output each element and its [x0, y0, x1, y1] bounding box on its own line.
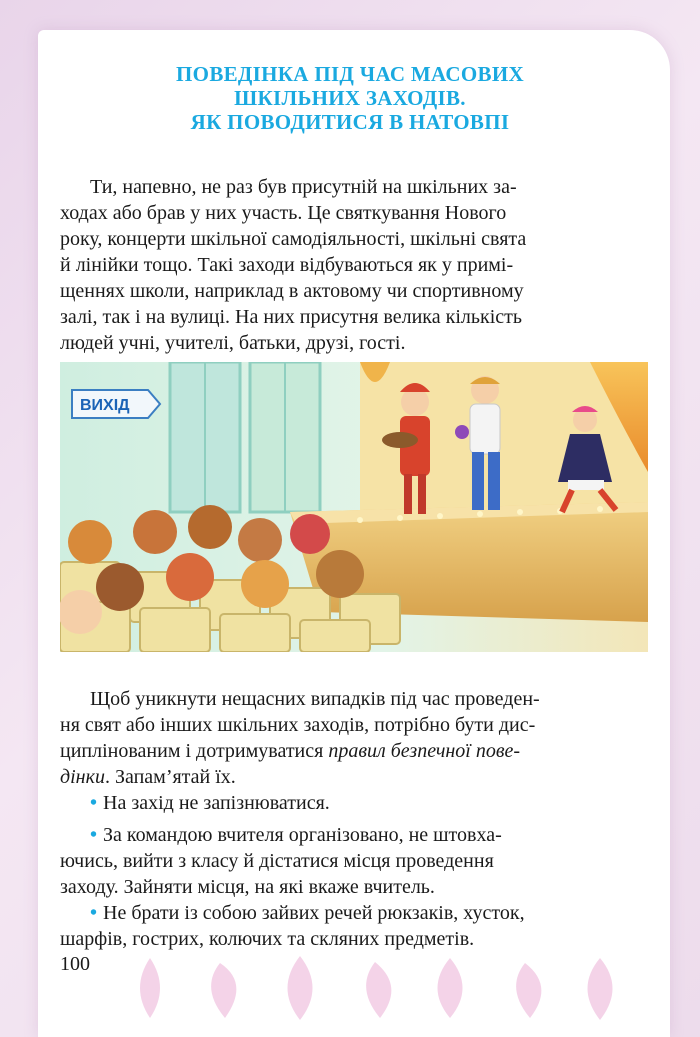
rules-intro-emphasis: правил безпечної пове-	[328, 740, 521, 762]
rules-intro-paragraph	[60, 686, 648, 790]
rule-line: ючись, вийти з класу й дістатися місця проведення	[60, 850, 494, 872]
title-line-2: ШКІЛЬНИХ ЗАХОДІВ.	[234, 86, 466, 110]
bullet-dot-icon: •	[90, 824, 98, 846]
leaf-decoration	[130, 948, 650, 1028]
rule-item	[60, 822, 648, 900]
leaf-icon	[588, 958, 613, 1020]
rule-item	[60, 900, 648, 952]
intro-line: ходах або брав у них участь. Це святкування Нового	[60, 202, 507, 224]
leaf-icon	[211, 963, 236, 1018]
leaf-icon	[140, 958, 160, 1018]
intro-paragraph	[60, 174, 648, 356]
rules-intro-line: ня свят або інших шкільних заходів, потрібно бути дис-	[60, 714, 536, 736]
rule-item	[60, 790, 648, 816]
rules-intro-emphasis: дінки	[60, 766, 105, 788]
intro-line: Ти, напевно, не раз був присутній на шкільних за-	[90, 176, 517, 198]
rule-line: заходу. Зайняти місця, на які вкаже вчитель.	[60, 876, 435, 898]
bullet-dot-icon: •	[90, 792, 98, 814]
rule-line	[60, 900, 648, 926]
rules-intro-line	[60, 738, 648, 764]
assembly-hall-illustration	[60, 362, 648, 652]
title-line-3: ЯК ПОВОДИТИСЯ В НАТОВПІ	[190, 110, 510, 134]
intro-line: залі, так і на вулиці. На них присутня велика кількість	[60, 306, 522, 328]
intro-line: року, концерти шкільної самодіяльності, шкільні свята	[60, 228, 527, 250]
leaf-icon	[366, 962, 391, 1018]
rules-intro-line: Щоб уникнути нещасних випадків під час проведен-	[90, 688, 540, 710]
intro-line: й лінійки тощо. Такі заходи відбуваються як у примі-	[60, 254, 514, 276]
leaf-icon	[516, 963, 541, 1018]
title-line-1: ПОВЕДІНКА ПІД ЧАС МАСОВИХ	[176, 62, 524, 86]
leaf-icon	[438, 958, 463, 1018]
page-title	[0, 62, 700, 134]
rules-intro-line	[60, 764, 648, 790]
intro-line: щеннях школи, наприклад в актовому чи спортивному	[60, 280, 524, 302]
exit-sign	[72, 390, 160, 418]
rules-intro-text: циплінованим і дотримуватися	[60, 740, 329, 762]
intro-line: людей учні, учителі, батьки, друзі, гості.	[60, 332, 406, 354]
rules-intro-text: . Запам’ятай їх.	[104, 766, 236, 788]
rule-text: За командою вчителя організовано, не штовха-	[103, 824, 502, 846]
rule-line: шарфів, гострих, колючих та скляних предметів.	[60, 928, 475, 950]
leaf-icon	[288, 956, 313, 1020]
page-number: 100	[60, 953, 90, 975]
rule-text: Не брати із собою зайвих речей рюкзаків, хусток,	[103, 902, 525, 924]
rule-line	[60, 822, 648, 848]
exit-sign-label: ВИХІД	[80, 397, 130, 414]
rule-text: На захід не запізнюватися.	[103, 792, 330, 814]
bullet-dot-icon: •	[90, 902, 98, 924]
